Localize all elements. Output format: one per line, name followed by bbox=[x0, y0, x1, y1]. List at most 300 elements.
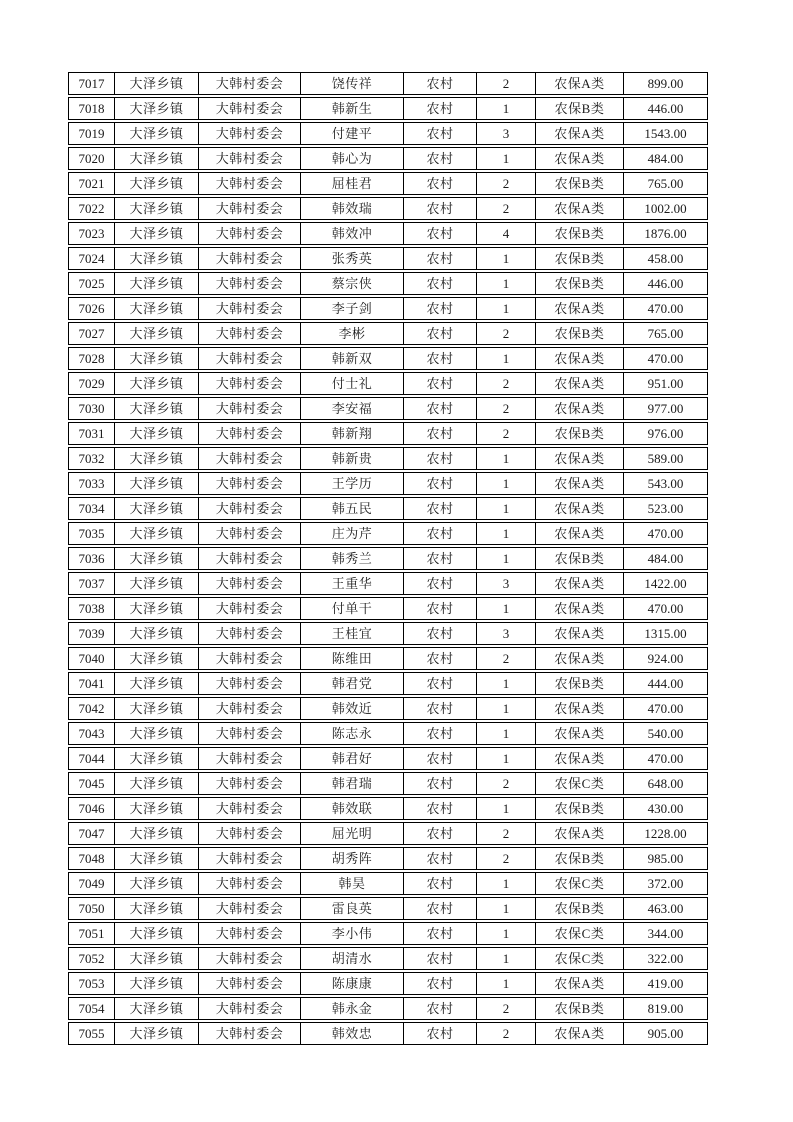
cell-village-committee: 大韩村委会 bbox=[199, 423, 301, 444]
cell-township: 大泽乡镇 bbox=[115, 248, 199, 269]
cell-village-committee: 大韩村委会 bbox=[199, 123, 301, 144]
cell-village-committee: 大韩村委会 bbox=[199, 673, 301, 694]
cell-person-name: 韩新贵 bbox=[301, 448, 404, 469]
cell-village-committee: 大韩村委会 bbox=[199, 348, 301, 369]
table-row bbox=[68, 72, 708, 95]
cell-amount: 446.00 bbox=[647, 101, 684, 116]
cell-township: 大泽乡镇 bbox=[115, 873, 199, 894]
cell-person-count: 2 bbox=[477, 73, 536, 94]
cell-amount: 484.00 bbox=[647, 551, 684, 566]
cell-person-count: 2 bbox=[477, 198, 536, 219]
cell-person-count: 1 bbox=[477, 923, 536, 944]
cell-amount: 977.00 bbox=[647, 401, 684, 416]
table-row bbox=[68, 822, 708, 845]
table-row bbox=[68, 272, 708, 295]
cell-residence-type: 农村 bbox=[404, 173, 477, 194]
cell-person-count: 1 bbox=[477, 748, 536, 769]
cell-person-name: 韩五民 bbox=[301, 498, 404, 519]
cell-residence-type: 农村 bbox=[404, 948, 477, 969]
cell-person-name: 韩效冲 bbox=[301, 223, 404, 244]
cell-village-committee: 大韩村委会 bbox=[199, 298, 301, 319]
cell-residence-type: 农村 bbox=[404, 698, 477, 719]
cell-residence-type: 农村 bbox=[404, 223, 477, 244]
table-row bbox=[68, 322, 708, 345]
cell-person-count: 1 bbox=[477, 798, 536, 819]
cell-township: 大泽乡镇 bbox=[115, 148, 199, 169]
cell-amount: 899.00 bbox=[647, 76, 684, 91]
cell-person-count: 1 bbox=[477, 723, 536, 744]
cell-record-id: 7023 bbox=[69, 223, 115, 244]
cell-person-count: 2 bbox=[477, 848, 536, 869]
table-row bbox=[68, 222, 708, 245]
cell-person-name: 饶传祥 bbox=[301, 73, 404, 94]
cell-person-count: 2 bbox=[477, 373, 536, 394]
cell-township: 大泽乡镇 bbox=[115, 823, 199, 844]
cell-village-committee: 大韩村委会 bbox=[199, 723, 301, 744]
cell-township: 大泽乡镇 bbox=[115, 723, 199, 744]
cell-person-count: 2 bbox=[477, 823, 536, 844]
cell-person-name: 韩新双 bbox=[301, 348, 404, 369]
cell-record-id: 7046 bbox=[69, 798, 115, 819]
cell-village-committee: 大韩村委会 bbox=[199, 648, 301, 669]
cell-insurance-category: 农保C类 bbox=[536, 923, 624, 944]
cell-person-name: 张秀英 bbox=[301, 248, 404, 269]
cell-township: 大泽乡镇 bbox=[115, 623, 199, 644]
cell-record-id: 7054 bbox=[69, 998, 115, 1019]
cell-insurance-category: 农保A类 bbox=[536, 448, 624, 469]
table-row bbox=[68, 397, 708, 420]
cell-amount: 1002.00 bbox=[644, 201, 687, 216]
cell-person-name: 韩昊 bbox=[301, 873, 404, 894]
cell-township: 大泽乡镇 bbox=[115, 473, 199, 494]
cell-person-name: 韩永金 bbox=[301, 998, 404, 1019]
cell-insurance-category: 农保A类 bbox=[536, 598, 624, 619]
cell-village-committee: 大韩村委会 bbox=[199, 773, 301, 794]
cell-residence-type: 农村 bbox=[404, 673, 477, 694]
cell-insurance-category: 农保A类 bbox=[536, 623, 624, 644]
cell-person-name: 韩心为 bbox=[301, 148, 404, 169]
cell-village-committee: 大韩村委会 bbox=[199, 98, 301, 119]
cell-person-count: 2 bbox=[477, 398, 536, 419]
table-row bbox=[68, 547, 708, 570]
cell-village-committee: 大韩村委会 bbox=[199, 948, 301, 969]
cell-person-count: 2 bbox=[477, 998, 536, 1019]
cell-record-id: 7032 bbox=[69, 448, 115, 469]
cell-township: 大泽乡镇 bbox=[115, 973, 199, 994]
cell-person-name: 韩君好 bbox=[301, 748, 404, 769]
cell-village-committee: 大韩村委会 bbox=[199, 923, 301, 944]
cell-amount: 463.00 bbox=[647, 901, 684, 916]
cell-amount: 1876.00 bbox=[644, 226, 687, 241]
table-row bbox=[68, 297, 708, 320]
cell-insurance-category: 农保A类 bbox=[536, 498, 624, 519]
cell-person-name: 付建平 bbox=[301, 123, 404, 144]
cell-insurance-category: 农保B类 bbox=[536, 673, 624, 694]
cell-person-name: 屈光明 bbox=[301, 823, 404, 844]
cell-residence-type: 农村 bbox=[404, 248, 477, 269]
cell-amount: 924.00 bbox=[647, 651, 684, 666]
cell-village-committee: 大韩村委会 bbox=[199, 498, 301, 519]
cell-person-count: 1 bbox=[477, 148, 536, 169]
cell-amount: 470.00 bbox=[647, 601, 684, 616]
cell-township: 大泽乡镇 bbox=[115, 748, 199, 769]
cell-person-name: 李小伟 bbox=[301, 923, 404, 944]
cell-township: 大泽乡镇 bbox=[115, 773, 199, 794]
cell-residence-type: 农村 bbox=[404, 548, 477, 569]
cell-person-name: 韩新生 bbox=[301, 98, 404, 119]
cell-insurance-category: 农保A类 bbox=[536, 823, 624, 844]
cell-residence-type: 农村 bbox=[404, 823, 477, 844]
cell-township: 大泽乡镇 bbox=[115, 323, 199, 344]
table-row bbox=[68, 797, 708, 820]
cell-village-committee: 大韩村委会 bbox=[199, 873, 301, 894]
table-row bbox=[68, 947, 708, 970]
cell-amount: 444.00 bbox=[647, 676, 684, 691]
cell-township: 大泽乡镇 bbox=[115, 1023, 199, 1044]
cell-amount: 344.00 bbox=[647, 926, 684, 941]
cell-township: 大泽乡镇 bbox=[115, 123, 199, 144]
cell-record-id: 7035 bbox=[69, 523, 115, 544]
cell-village-committee: 大韩村委会 bbox=[199, 1023, 301, 1044]
cell-record-id: 7033 bbox=[69, 473, 115, 494]
cell-person-name: 胡秀阵 bbox=[301, 848, 404, 869]
cell-residence-type: 农村 bbox=[404, 473, 477, 494]
table-row bbox=[68, 472, 708, 495]
cell-person-count: 1 bbox=[477, 298, 536, 319]
cell-person-name: 陈维田 bbox=[301, 648, 404, 669]
cell-amount: 458.00 bbox=[647, 251, 684, 266]
cell-insurance-category: 农保A类 bbox=[536, 123, 624, 144]
cell-record-id: 7030 bbox=[69, 398, 115, 419]
cell-insurance-category: 农保A类 bbox=[536, 648, 624, 669]
cell-insurance-category: 农保A类 bbox=[536, 1023, 624, 1044]
cell-village-committee: 大韩村委会 bbox=[199, 823, 301, 844]
cell-residence-type: 农村 bbox=[404, 123, 477, 144]
cell-village-committee: 大韩村委会 bbox=[199, 973, 301, 994]
table-row bbox=[68, 647, 708, 670]
cell-person-count: 4 bbox=[477, 223, 536, 244]
table-row bbox=[68, 672, 708, 695]
cell-record-id: 7018 bbox=[69, 98, 115, 119]
cell-residence-type: 农村 bbox=[404, 523, 477, 544]
cell-village-committee: 大韩村委会 bbox=[199, 798, 301, 819]
cell-person-count: 1 bbox=[477, 473, 536, 494]
cell-residence-type: 农村 bbox=[404, 323, 477, 344]
cell-insurance-category: 农保B类 bbox=[536, 998, 624, 1019]
cell-person-count: 2 bbox=[477, 648, 536, 669]
table-row bbox=[68, 997, 708, 1020]
cell-amount: 523.00 bbox=[647, 501, 684, 516]
cell-person-name: 庄为芹 bbox=[301, 523, 404, 544]
cell-person-count: 1 bbox=[477, 98, 536, 119]
cell-residence-type: 农村 bbox=[404, 298, 477, 319]
cell-amount: 470.00 bbox=[647, 751, 684, 766]
cell-record-id: 7037 bbox=[69, 573, 115, 594]
cell-person-count: 1 bbox=[477, 248, 536, 269]
cell-record-id: 7025 bbox=[69, 273, 115, 294]
cell-amount: 648.00 bbox=[647, 776, 684, 791]
cell-amount: 905.00 bbox=[647, 1026, 684, 1041]
cell-record-id: 7042 bbox=[69, 698, 115, 719]
cell-record-id: 7021 bbox=[69, 173, 115, 194]
cell-village-committee: 大韩村委会 bbox=[199, 273, 301, 294]
cell-village-committee: 大韩村委会 bbox=[199, 573, 301, 594]
cell-residence-type: 农村 bbox=[404, 873, 477, 894]
cell-person-count: 1 bbox=[477, 273, 536, 294]
cell-person-count: 1 bbox=[477, 898, 536, 919]
cell-township: 大泽乡镇 bbox=[115, 98, 199, 119]
cell-township: 大泽乡镇 bbox=[115, 223, 199, 244]
cell-insurance-category: 农保B类 bbox=[536, 323, 624, 344]
cell-amount: 819.00 bbox=[647, 1001, 684, 1016]
cell-person-count: 1 bbox=[477, 523, 536, 544]
cell-person-name: 韩君党 bbox=[301, 673, 404, 694]
cell-insurance-category: 农保B类 bbox=[536, 898, 624, 919]
cell-township: 大泽乡镇 bbox=[115, 73, 199, 94]
cell-person-count: 1 bbox=[477, 673, 536, 694]
cell-residence-type: 农村 bbox=[404, 348, 477, 369]
cell-village-committee: 大韩村委会 bbox=[199, 473, 301, 494]
cell-person-name: 韩效瑞 bbox=[301, 198, 404, 219]
cell-village-committee: 大韩村委会 bbox=[199, 748, 301, 769]
cell-record-id: 7051 bbox=[69, 923, 115, 944]
cell-person-name: 付单干 bbox=[301, 598, 404, 619]
cell-residence-type: 农村 bbox=[404, 898, 477, 919]
cell-insurance-category: 农保A类 bbox=[536, 373, 624, 394]
cell-amount: 372.00 bbox=[647, 876, 684, 891]
cell-township: 大泽乡镇 bbox=[115, 373, 199, 394]
table-row bbox=[68, 697, 708, 720]
cell-insurance-category: 农保B类 bbox=[536, 548, 624, 569]
cell-residence-type: 农村 bbox=[404, 998, 477, 1019]
cell-record-id: 7036 bbox=[69, 548, 115, 569]
cell-amount: 540.00 bbox=[647, 726, 684, 741]
cell-person-name: 韩君瑞 bbox=[301, 773, 404, 794]
cell-record-id: 7040 bbox=[69, 648, 115, 669]
cell-amount: 1228.00 bbox=[644, 826, 687, 841]
cell-township: 大泽乡镇 bbox=[115, 573, 199, 594]
cell-amount: 470.00 bbox=[647, 701, 684, 716]
cell-insurance-category: 农保A类 bbox=[536, 698, 624, 719]
cell-amount: 1543.00 bbox=[644, 126, 687, 141]
cell-township: 大泽乡镇 bbox=[115, 948, 199, 969]
cell-residence-type: 农村 bbox=[404, 273, 477, 294]
cell-residence-type: 农村 bbox=[404, 148, 477, 169]
cell-record-id: 7028 bbox=[69, 348, 115, 369]
cell-insurance-category: 农保A类 bbox=[536, 573, 624, 594]
cell-insurance-category: 农保A类 bbox=[536, 748, 624, 769]
cell-person-name: 韩效忠 bbox=[301, 1023, 404, 1044]
table-row bbox=[68, 622, 708, 645]
cell-person-count: 2 bbox=[477, 173, 536, 194]
table-row bbox=[68, 872, 708, 895]
cell-person-count: 1 bbox=[477, 598, 536, 619]
cell-insurance-category: 农保B类 bbox=[536, 273, 624, 294]
cell-residence-type: 农村 bbox=[404, 598, 477, 619]
cell-township: 大泽乡镇 bbox=[115, 673, 199, 694]
cell-insurance-category: 农保B类 bbox=[536, 248, 624, 269]
cell-township: 大泽乡镇 bbox=[115, 548, 199, 569]
cell-person-name: 王重华 bbox=[301, 573, 404, 594]
cell-residence-type: 农村 bbox=[404, 923, 477, 944]
cell-village-committee: 大韩村委会 bbox=[199, 73, 301, 94]
cell-person-name: 李安福 bbox=[301, 398, 404, 419]
cell-village-committee: 大韩村委会 bbox=[199, 598, 301, 619]
cell-insurance-category: 农保C类 bbox=[536, 948, 624, 969]
cell-record-id: 7047 bbox=[69, 823, 115, 844]
cell-record-id: 7043 bbox=[69, 723, 115, 744]
table-row bbox=[68, 922, 708, 945]
cell-record-id: 7031 bbox=[69, 423, 115, 444]
cell-record-id: 7026 bbox=[69, 298, 115, 319]
table-row bbox=[68, 372, 708, 395]
cell-insurance-category: 农保A类 bbox=[536, 723, 624, 744]
cell-record-id: 7024 bbox=[69, 248, 115, 269]
cell-record-id: 7017 bbox=[69, 73, 115, 94]
records-table bbox=[68, 72, 708, 1047]
cell-person-name: 陈康康 bbox=[301, 973, 404, 994]
table-row bbox=[68, 897, 708, 920]
table-row bbox=[68, 447, 708, 470]
cell-amount: 470.00 bbox=[647, 301, 684, 316]
cell-residence-type: 农村 bbox=[404, 198, 477, 219]
cell-person-count: 1 bbox=[477, 348, 536, 369]
cell-insurance-category: 农保B类 bbox=[536, 98, 624, 119]
cell-amount: 589.00 bbox=[647, 451, 684, 466]
cell-village-committee: 大韩村委会 bbox=[199, 848, 301, 869]
table-row bbox=[68, 572, 708, 595]
cell-residence-type: 农村 bbox=[404, 798, 477, 819]
cell-residence-type: 农村 bbox=[404, 398, 477, 419]
cell-amount: 419.00 bbox=[647, 976, 684, 991]
cell-record-id: 7049 bbox=[69, 873, 115, 894]
cell-township: 大泽乡镇 bbox=[115, 898, 199, 919]
table-row bbox=[68, 197, 708, 220]
cell-person-count: 1 bbox=[477, 873, 536, 894]
cell-township: 大泽乡镇 bbox=[115, 448, 199, 469]
cell-person-count: 2 bbox=[477, 323, 536, 344]
cell-village-committee: 大韩村委会 bbox=[199, 198, 301, 219]
cell-record-id: 7045 bbox=[69, 773, 115, 794]
cell-residence-type: 农村 bbox=[404, 573, 477, 594]
table-row bbox=[68, 347, 708, 370]
table-row bbox=[68, 847, 708, 870]
cell-village-committee: 大韩村委会 bbox=[199, 548, 301, 569]
table-row bbox=[68, 97, 708, 120]
table-row bbox=[68, 772, 708, 795]
cell-village-committee: 大韩村委会 bbox=[199, 173, 301, 194]
cell-insurance-category: 农保A类 bbox=[536, 148, 624, 169]
cell-record-id: 7029 bbox=[69, 373, 115, 394]
cell-record-id: 7020 bbox=[69, 148, 115, 169]
cell-record-id: 7041 bbox=[69, 673, 115, 694]
cell-record-id: 7055 bbox=[69, 1023, 115, 1044]
cell-amount: 976.00 bbox=[647, 426, 684, 441]
cell-person-name: 韩秀兰 bbox=[301, 548, 404, 569]
cell-residence-type: 农村 bbox=[404, 723, 477, 744]
cell-township: 大泽乡镇 bbox=[115, 423, 199, 444]
cell-record-id: 7052 bbox=[69, 948, 115, 969]
cell-village-committee: 大韩村委会 bbox=[199, 623, 301, 644]
cell-person-count: 1 bbox=[477, 948, 536, 969]
cell-residence-type: 农村 bbox=[404, 973, 477, 994]
cell-record-id: 7038 bbox=[69, 598, 115, 619]
cell-record-id: 7027 bbox=[69, 323, 115, 344]
cell-village-committee: 大韩村委会 bbox=[199, 698, 301, 719]
cell-person-count: 1 bbox=[477, 548, 536, 569]
table-row bbox=[68, 172, 708, 195]
cell-insurance-category: 农保A类 bbox=[536, 523, 624, 544]
cell-township: 大泽乡镇 bbox=[115, 848, 199, 869]
cell-village-committee: 大韩村委会 bbox=[199, 898, 301, 919]
cell-township: 大泽乡镇 bbox=[115, 698, 199, 719]
cell-amount: 1315.00 bbox=[644, 626, 687, 641]
cell-person-name: 付士礼 bbox=[301, 373, 404, 394]
cell-record-id: 7019 bbox=[69, 123, 115, 144]
table-row bbox=[68, 122, 708, 145]
cell-person-count: 1 bbox=[477, 498, 536, 519]
cell-village-committee: 大韩村委会 bbox=[199, 998, 301, 1019]
cell-residence-type: 农村 bbox=[404, 748, 477, 769]
cell-village-committee: 大韩村委会 bbox=[199, 448, 301, 469]
cell-person-name: 韩效联 bbox=[301, 798, 404, 819]
cell-amount: 1422.00 bbox=[644, 576, 687, 591]
cell-township: 大泽乡镇 bbox=[115, 498, 199, 519]
cell-record-id: 7053 bbox=[69, 973, 115, 994]
cell-residence-type: 农村 bbox=[404, 773, 477, 794]
table-row bbox=[68, 1022, 708, 1045]
cell-residence-type: 农村 bbox=[404, 648, 477, 669]
cell-residence-type: 农村 bbox=[404, 98, 477, 119]
cell-residence-type: 农村 bbox=[404, 73, 477, 94]
cell-residence-type: 农村 bbox=[404, 623, 477, 644]
cell-amount: 484.00 bbox=[647, 151, 684, 166]
cell-village-committee: 大韩村委会 bbox=[199, 223, 301, 244]
cell-township: 大泽乡镇 bbox=[115, 273, 199, 294]
cell-amount: 470.00 bbox=[647, 351, 684, 366]
cell-insurance-category: 农保A类 bbox=[536, 348, 624, 369]
cell-record-id: 7050 bbox=[69, 898, 115, 919]
cell-township: 大泽乡镇 bbox=[115, 923, 199, 944]
cell-insurance-category: 农保B类 bbox=[536, 848, 624, 869]
cell-person-name: 雷良英 bbox=[301, 898, 404, 919]
cell-township: 大泽乡镇 bbox=[115, 798, 199, 819]
cell-insurance-category: 农保A类 bbox=[536, 198, 624, 219]
cell-record-id: 7034 bbox=[69, 498, 115, 519]
cell-township: 大泽乡镇 bbox=[115, 648, 199, 669]
cell-person-count: 3 bbox=[477, 623, 536, 644]
cell-residence-type: 农村 bbox=[404, 373, 477, 394]
cell-township: 大泽乡镇 bbox=[115, 198, 199, 219]
cell-person-name: 蔡宗侠 bbox=[301, 273, 404, 294]
cell-person-count: 1 bbox=[477, 698, 536, 719]
table-row bbox=[68, 522, 708, 545]
cell-amount: 446.00 bbox=[647, 276, 684, 291]
cell-insurance-category: 农保B类 bbox=[536, 223, 624, 244]
cell-person-name: 李子剑 bbox=[301, 298, 404, 319]
cell-amount: 543.00 bbox=[647, 476, 684, 491]
cell-record-id: 7022 bbox=[69, 198, 115, 219]
cell-person-name: 王学历 bbox=[301, 473, 404, 494]
cell-insurance-category: 农保A类 bbox=[536, 298, 624, 319]
table-row bbox=[68, 597, 708, 620]
table-row bbox=[68, 247, 708, 270]
cell-township: 大泽乡镇 bbox=[115, 348, 199, 369]
cell-insurance-category: 农保A类 bbox=[536, 973, 624, 994]
cell-township: 大泽乡镇 bbox=[115, 298, 199, 319]
cell-township: 大泽乡镇 bbox=[115, 998, 199, 1019]
cell-person-name: 屈桂君 bbox=[301, 173, 404, 194]
